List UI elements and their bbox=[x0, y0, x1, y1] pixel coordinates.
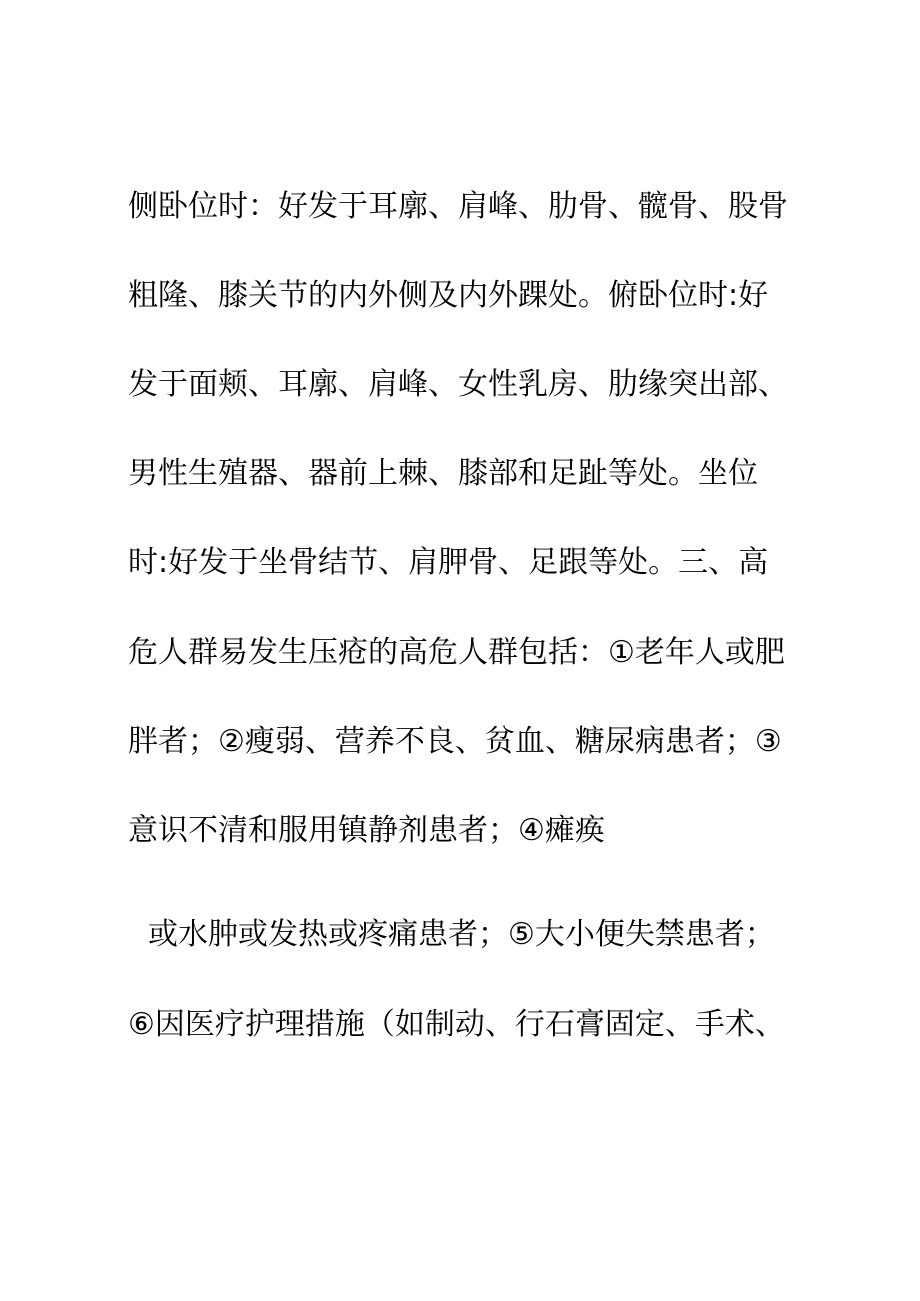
text-line: 男性生殖器、器前上棘、膝部和足趾等处。坐位 bbox=[128, 456, 758, 491]
text-line: 危人群易发生压疮的高危人群包括：①老年人或肥 bbox=[128, 635, 785, 670]
text-line: ⑥因医疗护理措施（如制动、行石膏固定、手术、 bbox=[128, 1007, 785, 1042]
text-line: 发于面颊、耳廓、肩峰、女性乳房、肋缘突出部、 bbox=[128, 367, 788, 402]
text-line: 粗隆、膝关节的内外侧及内外踝处。俯卧位时:好 bbox=[128, 278, 769, 313]
text-line: 或水肿或发热或疼痛患者；⑤大小便失禁患者； bbox=[148, 917, 775, 952]
text-line: 侧卧位时：好发于耳廓、肩峰、肋骨、髋骨、股骨 bbox=[128, 189, 788, 224]
text-line: 时:好发于坐骨结节、肩胛骨、足跟等处。三、高 bbox=[128, 545, 769, 580]
text-line: 意识不清和服用镇静剂患者；④瘫痪 bbox=[128, 813, 605, 848]
text-line: 胖者；②瘦弱、营养不良、贫血、糖尿病患者；③ bbox=[128, 724, 782, 759]
